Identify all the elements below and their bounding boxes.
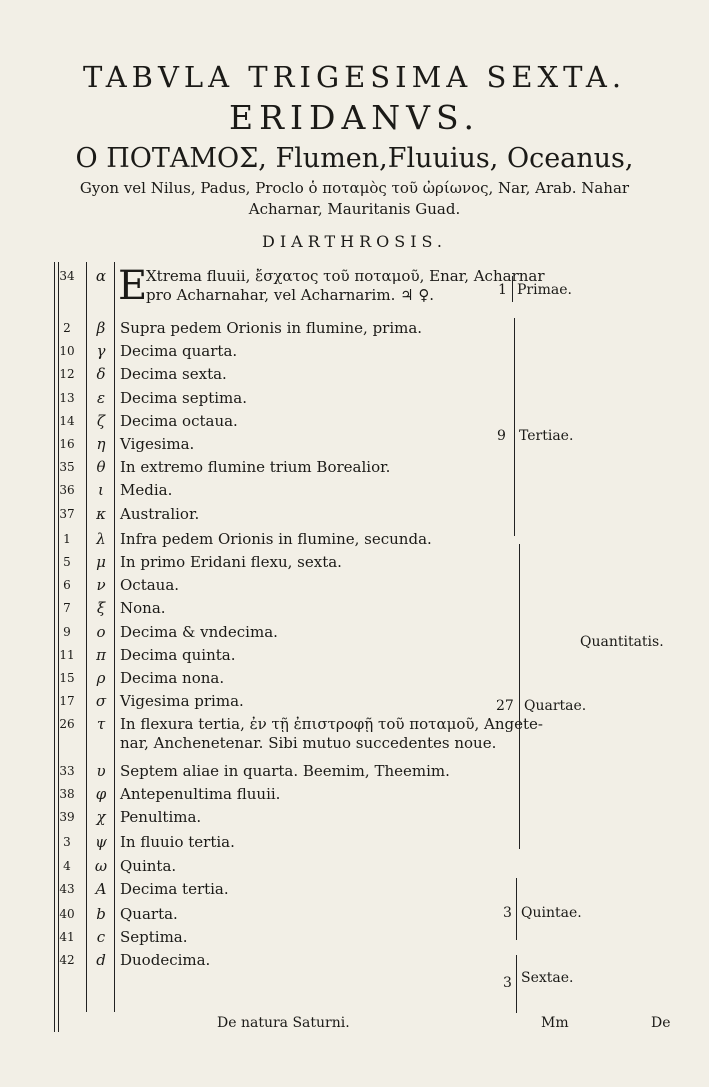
star-description: Duodecima. bbox=[120, 951, 211, 969]
table-row bbox=[0, 856, 709, 878]
star-number: 16 bbox=[59, 437, 75, 451]
star-letter: μ bbox=[96, 553, 106, 571]
star-number: 38 bbox=[59, 787, 75, 801]
star-letter: υ bbox=[96, 762, 106, 780]
star-letter: φ bbox=[95, 785, 107, 803]
star-letter: λ bbox=[96, 530, 106, 548]
star-letter: ζ bbox=[96, 412, 106, 430]
star-number: 42 bbox=[59, 953, 75, 967]
brace-sexta bbox=[516, 955, 517, 1013]
star-number: 17 bbox=[59, 694, 75, 708]
star-number: 2 bbox=[63, 321, 71, 335]
star-description: Septem aliae in quarta. Beemim, Theemim. bbox=[120, 762, 450, 780]
bracket-quantitatis-label: Quantitatis. bbox=[580, 634, 664, 650]
table-row bbox=[0, 832, 709, 854]
alt-names-line2: Acharnar, Mauritanis Guad. bbox=[248, 200, 461, 218]
star-letter: ε bbox=[96, 389, 106, 407]
star-number: 15 bbox=[59, 671, 75, 685]
star-description: Decima septima. bbox=[120, 389, 247, 407]
star-letter: ω bbox=[94, 857, 108, 875]
table-row bbox=[0, 904, 709, 926]
bracket-tertia-label: Tertiae. bbox=[519, 428, 574, 444]
section-heading: DIARTHROSIS. bbox=[261, 232, 447, 251]
table-row bbox=[0, 784, 709, 806]
star-description: In primo Eridani flexu, sexta. bbox=[120, 553, 342, 571]
bracket-quinta-count: 3 bbox=[503, 905, 512, 921]
star-letter: ι bbox=[98, 481, 104, 499]
alt-names-line1: Gyon vel Nilus, Padus, Proclo ὁ ποταμὸς τοῦ ὠρίωνος, Nar, Arab. Nahar bbox=[79, 179, 630, 197]
star-description: Decima nona. bbox=[120, 669, 225, 687]
bracket-quinta-label: Quintae. bbox=[521, 905, 582, 921]
star-description: Decima & vndecima. bbox=[120, 623, 278, 641]
star-description: Vigesima prima. bbox=[120, 692, 244, 710]
star-number: 43 bbox=[59, 882, 75, 896]
star-number: 5 bbox=[63, 555, 71, 569]
star-description: Antepenultima fluuii. bbox=[120, 785, 281, 803]
table-row bbox=[0, 575, 709, 597]
star-description-cont: pro Acharnahar, vel Acharnarim. ♃ ♀. bbox=[146, 286, 435, 304]
star-number: 3 bbox=[63, 835, 71, 849]
table-row bbox=[0, 927, 709, 949]
star-letter: π bbox=[96, 646, 106, 664]
star-letter: η bbox=[96, 435, 106, 453]
star-number: 1 bbox=[63, 532, 71, 546]
table-row bbox=[0, 457, 709, 479]
bracket-sexta-label: Sextae. bbox=[521, 970, 574, 986]
star-number: 9 bbox=[63, 625, 71, 639]
star-letter: σ bbox=[95, 692, 107, 710]
star-description: Octaua. bbox=[120, 576, 180, 594]
star-number: 33 bbox=[59, 764, 75, 778]
star-number: 4 bbox=[63, 859, 71, 873]
star-number: 10 bbox=[59, 344, 75, 358]
star-letter: γ bbox=[96, 342, 106, 360]
star-description: Vigesima. bbox=[120, 435, 195, 453]
star-number: 6 bbox=[63, 578, 71, 592]
table-row bbox=[0, 529, 709, 551]
star-description: Decima octaua. bbox=[120, 412, 238, 430]
star-description: Infra pedem Orionis in flumine, secunda. bbox=[120, 530, 432, 548]
star-number: 39 bbox=[59, 810, 75, 824]
footer-catchphrase: De natura Saturni. bbox=[217, 1015, 350, 1031]
greek-name: Ο ΠΟΤΑΜΟΣ, Flumen,Fluuius, Oceanus, bbox=[75, 143, 634, 174]
table-row bbox=[0, 714, 709, 752]
constellation-name: ERIDANVS. bbox=[229, 98, 480, 137]
star-number: 37 bbox=[59, 507, 75, 521]
star-letter: τ bbox=[96, 715, 106, 733]
star-number: 41 bbox=[59, 930, 75, 944]
table-row bbox=[0, 411, 709, 433]
table-row bbox=[0, 318, 709, 340]
star-letter: ν bbox=[96, 576, 106, 594]
star-description: Penultima. bbox=[120, 808, 202, 826]
table-row bbox=[0, 480, 709, 502]
star-number: 26 bbox=[59, 717, 75, 731]
footer-catchword: De bbox=[651, 1015, 671, 1031]
star-number: 34 bbox=[59, 269, 75, 283]
bracket-sexta-count: 3 bbox=[503, 975, 512, 991]
table-row bbox=[0, 950, 709, 972]
bracket-prima-count: 1 bbox=[498, 282, 507, 298]
table-row bbox=[0, 434, 709, 456]
table-row bbox=[0, 341, 709, 363]
star-letter: d bbox=[96, 951, 106, 969]
star-description: Australior. bbox=[120, 505, 200, 523]
star-description-cont: nar, Anchenetenar. Sibi mutuo succedentes noue. bbox=[120, 734, 497, 752]
star-number: 11 bbox=[59, 648, 75, 662]
star-letter: δ bbox=[96, 365, 106, 383]
bracket-prima-label: Primae. bbox=[517, 282, 572, 298]
table-row bbox=[0, 691, 709, 713]
star-description: Septima. bbox=[120, 928, 188, 946]
footer-signature: Mm bbox=[541, 1015, 569, 1031]
star-description: Nona. bbox=[120, 599, 166, 617]
star-description: In flexura tertia, ἐν τῇ ἐπιστροφῇ τοῦ ποταμοῦ, Angete- bbox=[120, 715, 543, 733]
star-letter: θ bbox=[96, 458, 106, 476]
table-row bbox=[0, 388, 709, 410]
star-letter: β bbox=[96, 319, 106, 337]
brace-prima bbox=[512, 276, 513, 302]
table-row bbox=[0, 504, 709, 526]
star-number: 40 bbox=[59, 907, 75, 921]
bracket-quarta-count: 27 bbox=[496, 698, 514, 714]
star-letter: χ bbox=[96, 808, 106, 826]
star-letter: ρ bbox=[96, 669, 106, 687]
star-description: Decima quinta. bbox=[120, 646, 236, 664]
table-row bbox=[0, 364, 709, 386]
star-letter: ξ bbox=[96, 599, 106, 617]
table-row bbox=[0, 807, 709, 829]
star-description: Supra pedem Orionis in flumine, prima. bbox=[120, 319, 423, 337]
table-row bbox=[0, 879, 709, 901]
star-description: In fluuio tertia. bbox=[120, 833, 235, 851]
star-description: Quinta. bbox=[120, 857, 177, 875]
star-letter: A bbox=[95, 880, 107, 898]
table-row bbox=[0, 552, 709, 574]
table-row bbox=[0, 668, 709, 690]
star-number: 7 bbox=[63, 601, 71, 615]
star-letter: α bbox=[95, 267, 107, 285]
bracket-tertia-count: 9 bbox=[497, 428, 506, 444]
star-number: 14 bbox=[59, 414, 75, 428]
star-description: Media. bbox=[120, 481, 173, 499]
star-letter: ο bbox=[96, 623, 106, 641]
table-row bbox=[0, 761, 709, 783]
star-number: 35 bbox=[59, 460, 75, 474]
star-letter: c bbox=[96, 928, 106, 946]
brace-quarta bbox=[519, 544, 520, 849]
star-description: In extremo flumine trium Borealior. bbox=[120, 458, 391, 476]
star-description: Quarta. bbox=[120, 905, 178, 923]
star-description: Xtrema fluuii, ἔσχατος τοῦ ποταμοῦ, Enar, Acharnar bbox=[146, 267, 545, 285]
star-description: Decima quarta. bbox=[120, 342, 238, 360]
star-description: Decima tertia. bbox=[120, 880, 229, 898]
drop-cap: E bbox=[118, 263, 148, 309]
star-number: 12 bbox=[59, 367, 75, 381]
star-letter: ψ bbox=[95, 833, 107, 851]
brace-tertia bbox=[514, 318, 515, 536]
star-number: 13 bbox=[59, 391, 75, 405]
star-description: Decima sexta. bbox=[120, 365, 227, 383]
table-title: TABVLA TRIGESIMA SEXTA. bbox=[82, 60, 627, 94]
brace-quinta bbox=[516, 878, 517, 940]
star-letter: b bbox=[96, 905, 106, 923]
bracket-quarta-label: Quartae. bbox=[524, 698, 587, 714]
table-row bbox=[0, 598, 709, 620]
star-number: 36 bbox=[59, 483, 75, 497]
star-letter: κ bbox=[96, 505, 106, 523]
